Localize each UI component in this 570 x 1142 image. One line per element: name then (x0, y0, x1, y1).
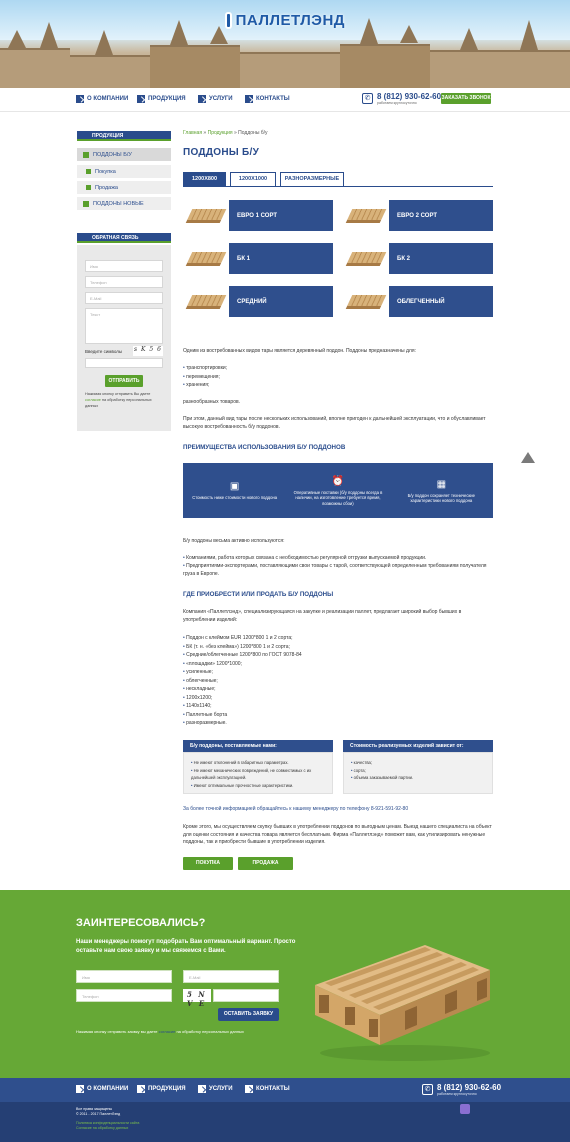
tab-mixed-sizes[interactable]: РАЗНОРАЗМЕРНЫЕ (280, 172, 344, 187)
send-button[interactable]: ОТПРАВИТЬ (105, 375, 143, 387)
card-lightweight[interactable]: ОБЛЕГЧЕННЫЙ (343, 286, 493, 317)
email-field[interactable]: E-Mail (85, 292, 163, 304)
footer-copyright: Все права защищены © 2011 - 2017 ПаллетЛэнд Политика конфиденциальности сайта Согласие на обработку данных (76, 1107, 140, 1130)
list-item: • «площадки» 1200*1000; (183, 660, 493, 669)
name-field[interactable]: Имя (85, 260, 163, 272)
buy-pallets-button[interactable]: ПОКУПКА ПОДДОНОВ (183, 857, 233, 870)
footer-nav-products[interactable]: ПРОДУКЦИЯ (137, 1085, 186, 1093)
promo-captcha-image: 5 N V E (183, 989, 211, 1002)
list-item: • Паллетные борта (183, 711, 493, 720)
promo-title: ЗАИНТЕРЕСОВАЛИСЬ? (76, 917, 206, 929)
wallet-icon: ▣ (229, 481, 240, 493)
clock-icon: ⏰ (331, 475, 345, 487)
sell-pallets-button[interactable]: ПРОДАЖА ПОДДОНОВ (238, 857, 293, 870)
usage-paragraph: Б/у поддоны весьма активно используются: (183, 538, 285, 544)
manager-contact-line[interactable]: За более точной информацией обращайтесь к нашему менеджеру по телефону 8-921-591-92-80 (183, 806, 409, 812)
data-consent-link[interactable]: Согласие на обработку данных (76, 1126, 129, 1130)
pallet-image (343, 243, 389, 274)
list-item: • Поддон с клеймом EUR 1200*800 1 и 2 сорта; (183, 634, 493, 643)
list-item: • Средние/облегченные 1200*800 по ГОСТ 9078-84 (183, 651, 493, 660)
check-icon (86, 169, 91, 174)
checkbox-arrow-icon (76, 1085, 84, 1093)
list-item: • усиленные; (183, 668, 493, 677)
advantage-item: ▦ Б/у поддон сохраняет технические характеристики нового поддона (396, 478, 486, 504)
scroll-top-icon[interactable] (521, 452, 535, 463)
list-item: • транспортировки; (183, 364, 493, 373)
price-box (343, 752, 493, 794)
breadcrumb-current: Поддоны б/у (238, 130, 268, 136)
intro-paragraph-2: разнообразных товаров. (183, 399, 241, 405)
promo-name-field[interactable]: Имя (76, 970, 172, 983)
pallet-image (343, 200, 389, 231)
promo-phone-field[interactable]: Телефон (76, 989, 172, 1002)
checkbox-arrow-icon (245, 95, 253, 103)
promo-subtitle: Наши менеджеры помогут подобрать Вам оптимальный вариант. Просто оставьте нам свою заявку и мы свяжемся с Вами. (76, 939, 296, 954)
check-icon (83, 201, 89, 207)
captcha-label: Введите символы (85, 349, 123, 354)
sidebar-feedback-header: ОБРАТНАЯ СВЯЗЬ (77, 233, 171, 243)
list-item: • Компаниями, работа которых связана с необходимостью регулярной отгрузки выпускаемой продукции. (183, 554, 493, 562)
checkbox-arrow-icon (76, 95, 84, 103)
where-list (183, 634, 493, 728)
checkbox-arrow-icon (198, 95, 206, 103)
checkbox-arrow-icon (245, 1085, 253, 1093)
pallet-image (183, 200, 229, 231)
promo-email-field[interactable]: E-Mail (183, 970, 279, 983)
captcha-field[interactable] (85, 358, 163, 368)
promo-captcha-field[interactable] (213, 989, 279, 1002)
advantages-panel (183, 463, 493, 518)
usage-list (183, 554, 493, 578)
card-bk-2[interactable]: БК 2 (343, 243, 493, 274)
page-title: ПОДДОНЫ Б/У (183, 147, 260, 158)
list-item: • Не имеют механических повреждений, не совместимых с их дальнейшей эксплуатацией. (191, 767, 325, 782)
advantages-heading: ПРЕИМУЩЕСТВА ИСПОЛЬЗОВАНИЯ Б/У ПОДДОНОВ (183, 444, 346, 451)
list-item: • качества; (351, 759, 485, 767)
where-heading: ГДЕ ПРИОБРЕСТИ ИЛИ ПРОДАТЬ Б/У ПОДДОНЫ (183, 591, 334, 598)
card-euro-2[interactable]: ЕВРО 2 СОРТ (343, 200, 493, 231)
nav-item-contacts[interactable]: КОНТАКТЫ (245, 95, 290, 103)
footer-navigation (0, 1078, 570, 1102)
supplied-box (183, 752, 333, 794)
phone-icon: ✆ (422, 1084, 433, 1095)
tab-1200x1000[interactable]: 1200Х1000 (230, 172, 276, 187)
nav-item-about[interactable]: О КОМПАНИИ (76, 95, 128, 103)
where-paragraph: Компания «Паллетлэнд», специализирующаяся на закупке и реализации паллет, предлагает широкий выбор бывших в употреблении изделий: (183, 609, 462, 623)
header-banner (0, 0, 570, 88)
breadcrumb: Главная » Продукция » Поддоны б/у (183, 130, 268, 136)
pallet-image (183, 286, 229, 317)
list-item: • объема заказываемой партии. (351, 774, 485, 782)
intro-paragraph-3: При этом, данный вид тары после нескольких использований, вполне пригоден к дальнейшей эксплуатации, что и обуславливает высокую востребованность б/у поддонов. (183, 416, 486, 430)
developer-badge-icon[interactable] (460, 1104, 470, 1114)
list-item: • нескладные; (183, 685, 493, 694)
header-phone[interactable]: 8 (812) 930-62-60 работаем круглосуточно (377, 92, 442, 105)
submit-request-button[interactable]: ОСТАВИТЬ ЗАЯВКУ (218, 1008, 279, 1021)
sidebar-item-sell[interactable]: Продажа (77, 181, 171, 195)
site-logo[interactable]: ПАЛЛЕТЛЭНД (225, 9, 345, 31)
grid-icon: ▦ (436, 478, 447, 490)
list-item: • сорта; (351, 767, 485, 775)
breadcrumb-home[interactable]: Главная (183, 130, 203, 136)
list-item: • облегченные; (183, 677, 493, 686)
sidebar-item-new-pallets[interactable]: ПОДДОНЫ НОВЫЕ (77, 197, 171, 211)
consent-link[interactable]: согласие (85, 398, 101, 402)
nav-item-products[interactable]: ПРОДУКЦИЯ (137, 95, 186, 103)
consent-note: Нажимая кнопку отправить Вы даете согласие на обработку персональных данных (85, 392, 152, 408)
nav-item-services[interactable]: УСЛУГИ (198, 95, 233, 103)
phone-field[interactable]: Телефон (85, 276, 163, 288)
list-item: • БК (т. н. «без клейма») 1200*800 1 и 2 сорта; (183, 643, 493, 652)
closing-paragraph: Кроме этого, мы осуществляем скупку бывших в употреблении поддонов по выгодным ценам. Выезд нашего специалиста на объект для оценки состояния и качества товара является бесплатным. Фирма «Паллетлэнд» поможет вам, как утилизировать ненужные поддоны, так и приобрести бывшие в употреблении изделия. (183, 824, 492, 845)
tab-1200x800[interactable]: 1200Х800 (183, 172, 226, 187)
card-bk-1[interactable]: БК 1 (183, 243, 333, 274)
checkbox-arrow-icon (137, 1085, 145, 1093)
check-icon (83, 152, 89, 158)
footer-nav-services[interactable]: УСЛУГИ (198, 1085, 233, 1093)
card-euro-1[interactable]: ЕВРО 1 СОРТ (183, 200, 333, 231)
feedback-form (77, 245, 171, 431)
check-icon (86, 185, 91, 190)
list-item: • 1200х1200; (183, 694, 493, 703)
sidebar-item-buy[interactable]: Покупка (77, 165, 171, 179)
list-item: • 1140х1140; (183, 702, 493, 711)
captcha-image: s K 5 6 (133, 346, 163, 356)
logo-icon (225, 12, 232, 29)
phone-icon: ✆ (362, 93, 373, 104)
advantage-item: ▣ Стоимость ниже стоимости нового поддона (190, 480, 280, 501)
pallet-image (183, 243, 229, 274)
card-medium[interactable]: СРЕДНИЙ (183, 286, 333, 317)
footer-nav-about[interactable]: О КОМПАНИИ (76, 1085, 128, 1093)
price-box-title: Стоимость реализуемых изделий зависит от: (343, 740, 493, 752)
intro-list (183, 364, 493, 390)
message-field[interactable]: Текст (85, 308, 163, 344)
intro-paragraph: Одним из востребованных видов тары является деревянный поддон. Поддоны предназначены для: (183, 348, 416, 354)
list-item: • перемещения; (183, 373, 493, 382)
supplied-box-title: Б/у поддоны, поставляемые нами: (183, 740, 333, 752)
footer-phone[interactable]: 8 (812) 930-62-60 работаем круглосуточно (437, 1083, 502, 1096)
list-item: • хранения; (183, 381, 493, 390)
list-item: • Предприятиями-экспортерами, поставляющими свои товары с тарой, соответствующей определенным требованиям получателя груза в Европе. (183, 562, 493, 578)
checkbox-arrow-icon (198, 1085, 206, 1093)
list-item: • Имеют оптимальные прочностные характеристики. (191, 782, 325, 790)
wooden-pallet-image (305, 915, 495, 1065)
pallet-image (343, 286, 389, 317)
promo-consent-link[interactable]: согласие (158, 1029, 176, 1034)
privacy-policy-link[interactable]: Политика конфиденциальности сайта (76, 1121, 140, 1125)
list-item: • разноразмерные. (183, 719, 493, 728)
advantage-item: ⏰ Оперативные поставки (б/у поддоны всегда в наличии, на изготовление требуется время, возможны сбои) (293, 475, 383, 506)
footer-nav-contacts[interactable]: КОНТАКТЫ (245, 1085, 290, 1093)
promo-consent-note: Нажимая кнопку отправить заявку вы даете согласие на обработку персональных данных (76, 1029, 244, 1034)
breadcrumb-products[interactable]: Продукция (207, 130, 233, 136)
checkbox-arrow-icon (137, 95, 145, 103)
list-item: • Не имеют отклонений в габаритных параметрах. (191, 759, 325, 767)
sidebar-item-used-pallets[interactable]: ПОДДОНЫ Б/У (77, 148, 171, 162)
tabs-underline (183, 186, 493, 187)
request-call-button[interactable]: ЗАКАЗАТЬ ЗВОНОК (441, 93, 491, 104)
sidebar-products-header: ПРОДУКЦИЯ (77, 131, 171, 141)
top-navigation (0, 88, 570, 112)
